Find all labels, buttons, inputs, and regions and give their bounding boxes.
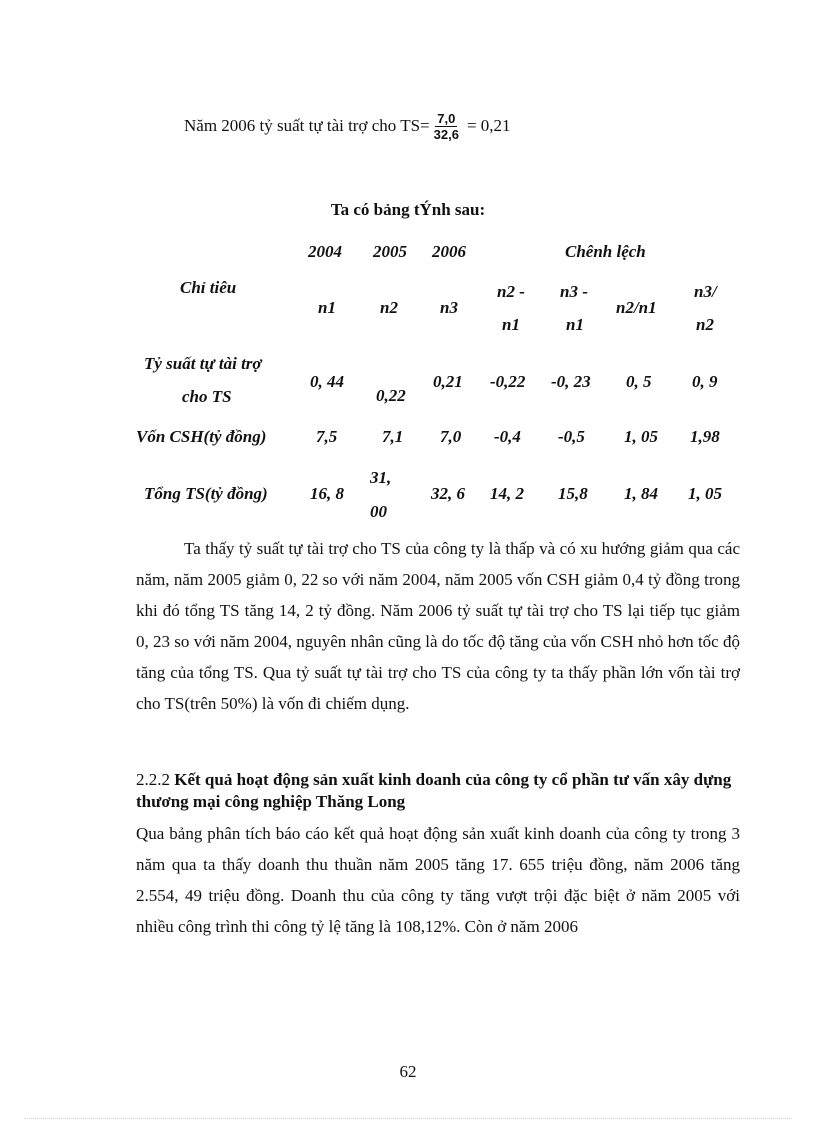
row1-value-2005: 0,22 bbox=[376, 386, 406, 405]
row3-value-2005-line1: 31, bbox=[370, 468, 392, 487]
row1-ratio-n3n2: 0, 9 bbox=[692, 372, 718, 391]
diff-col-n2-n1-bottom: n1 bbox=[502, 315, 520, 334]
formula-prefix: Năm 2006 tỷ suất tự tài trợ cho TS= bbox=[184, 116, 430, 135]
col-code-n2: n2 bbox=[380, 298, 398, 317]
formula-result: = 0,21 bbox=[466, 116, 511, 135]
row3-value-2006: 32, 6 bbox=[431, 484, 465, 503]
analysis-paragraph bbox=[136, 533, 740, 719]
page-number: 62 bbox=[399, 1062, 417, 1081]
row1-ratio-n2n1: 0, 5 bbox=[626, 372, 652, 391]
diff-col-n3-n1-bottom: n1 bbox=[566, 315, 584, 334]
page-bottom-divider bbox=[24, 1118, 792, 1119]
analysis-paragraph-text: Ta thấy tỷ suất tự tài trợ cho TS của công ty là thấp và có xu hướng giảm qua các năm, năm 2005 giảm 0, 22 so với năm 2004, năm 2005 vốn CSH giảm 0,4 tỷ đồng trong khi đó tổng TS tăng 14, 2 tỷ đồng. Năm 2006 tỷ suất tự tài trợ cho TS lại tiếp tục giảm 0, 23 so với năm 2004, nguyên nhân cũng là do tốc độ tăng của vốn CSH nhỏ hơn tốc độ tăng của tổng TS. Qua tỷ suất tự tài trợ cho TS của công ty ta thấy phần lớn vốn tài trợ cho TS(trên 50%) là vốn đi chiếm dụng. bbox=[136, 539, 740, 713]
section-heading bbox=[136, 769, 746, 813]
row3-diff-n2-n1: 14, 2 bbox=[490, 484, 524, 503]
row1-diff-n3-n1: -0, 23 bbox=[551, 372, 591, 391]
row3-ratio-n3n2: 1, 05 bbox=[688, 484, 722, 503]
row2-ratio-n3n2: 1,98 bbox=[690, 427, 720, 446]
row2-label: Vốn CSH(tỷ đồng) bbox=[136, 427, 267, 446]
row1-value-2006: 0,21 bbox=[433, 372, 463, 391]
diff-col-n3n2-top: n3/ bbox=[694, 282, 717, 301]
formula-line bbox=[184, 108, 511, 144]
fraction-denominator: 32,6 bbox=[433, 126, 459, 142]
indicator-header: Chỉ tiêu bbox=[180, 278, 237, 297]
diff-header: Chênh lệch bbox=[565, 242, 646, 261]
row2-value-2006: 7,0 bbox=[440, 427, 462, 446]
row3-value-2005-line2: 00 bbox=[370, 502, 387, 521]
fraction-numerator: 7,0 bbox=[437, 110, 456, 126]
col-code-n3: n3 bbox=[440, 298, 458, 317]
section-title: Kết quả hoạt động sản xuất kinh doanh của công ty cổ phần tư vấn xây dựng thương mại công nghiệp Thăng Long bbox=[136, 770, 732, 811]
year-2006: 2006 bbox=[432, 242, 466, 261]
diff-col-n3-n1-top: n3 - bbox=[560, 282, 588, 301]
row3-label: Tổng TS(tỷ đồng) bbox=[144, 484, 268, 503]
diff-col-n3n2-bottom: n2 bbox=[696, 315, 714, 334]
year-2004: 2004 bbox=[308, 242, 342, 261]
diff-col-n2n1: n2/n1 bbox=[616, 298, 657, 317]
row1-value-2004: 0, 44 bbox=[310, 372, 344, 391]
row3-ratio-n2n1: 1, 84 bbox=[624, 484, 658, 503]
revenue-paragraph: Qua bảng phân tích báo cáo kết quả hoạt động sản xuất kinh doanh của công ty trong 3 năm qua ta thấy doanh thu thuần năm 2005 tăng 17. 655 triệu đồng, năm 2006 tăng 2.554, 49 triệu đồng. Doanh thu của công ty tăng vượt trội đặc biệt ở năm 2005 với nhiều công trình thi công tỷ lệ tăng là 108,12%. Còn ở năm 2006 bbox=[136, 824, 740, 936]
table-caption: Ta có bảng tÝnh sau: bbox=[330, 200, 486, 219]
year-2005: 2005 bbox=[373, 242, 407, 261]
fraction bbox=[432, 111, 461, 142]
col-code-n1: n1 bbox=[318, 298, 336, 317]
row3-value-2004: 16, 8 bbox=[310, 484, 344, 503]
row2-value-2004: 7,5 bbox=[316, 427, 338, 446]
row2-diff-n2-n1: -0,4 bbox=[494, 427, 521, 446]
row3-diff-n3-n1: 15,8 bbox=[558, 484, 588, 503]
row1-label-line1: Tỷ suất tự tài trợ bbox=[144, 354, 262, 373]
row1-label-line2: cho TS bbox=[182, 387, 232, 406]
row1-diff-n2-n1: -0,22 bbox=[490, 372, 526, 391]
row2-diff-n3-n1: -0,5 bbox=[558, 427, 585, 446]
diff-col-n2-n1-top: n2 - bbox=[497, 282, 525, 301]
section-number: 2.2.2 bbox=[136, 770, 170, 789]
row2-ratio-n2n1: 1, 05 bbox=[624, 427, 658, 446]
row2-value-2005: 7,1 bbox=[382, 427, 404, 446]
